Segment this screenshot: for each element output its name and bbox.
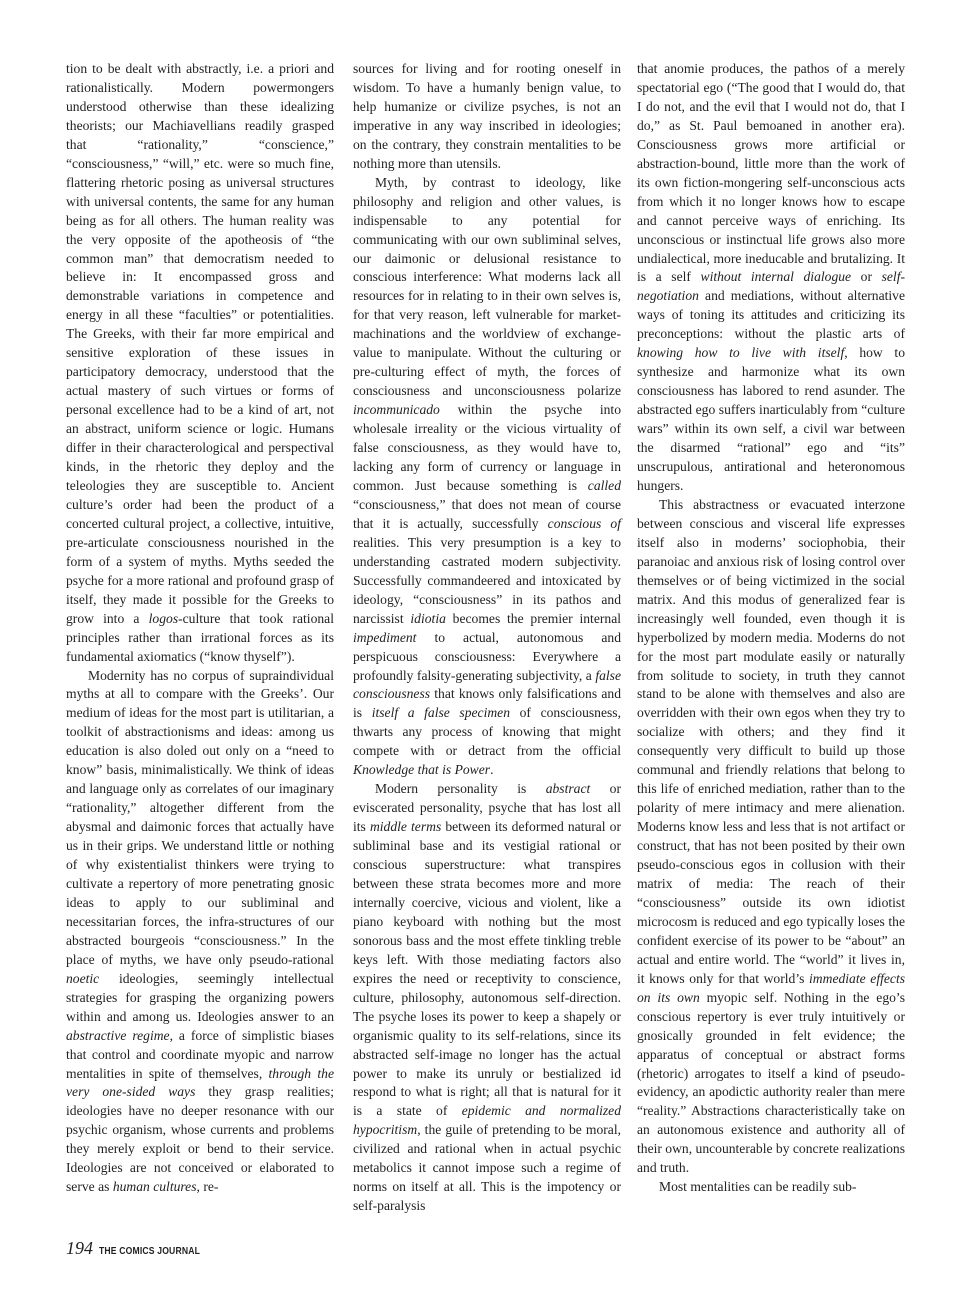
italic-run: idiotia [410, 610, 446, 626]
text-run: or [851, 269, 882, 285]
text-column-1 [66, 60, 334, 1197]
text-run: , re- [196, 1179, 219, 1195]
italic-run: logos [148, 610, 179, 626]
text-run: . [490, 762, 494, 778]
text-run: and mediations, without alternative ways of toning its attitudes and criticizing its preconceptions: without the plastic arts of [637, 288, 905, 342]
text-column-3 [637, 60, 905, 1197]
paragraph [353, 780, 621, 1216]
italic-run: noetic [66, 970, 100, 986]
italic-run: impediment [353, 629, 417, 645]
italic-run: through the very one-sided ways [66, 1065, 334, 1100]
paragraph [353, 174, 621, 781]
text-run: Myth, by contrast to ideology, like philosophy and religion and other values, is indispensable to any potential for communicating with our own subliminal selves, our daimonic or delusional resistance to conscious interference: What moderns lack all resources for in relating to in their own selves is, for that very reason, left vulnerable for market-machinations and the worldview of exchange-value to manipulate. Without the culturing or pre-culturing effect of myth, the forces of consciousness and unconsciousness polarize [353, 174, 621, 399]
italic-run: human cultures [112, 1179, 197, 1195]
text-run: becomes the premier internal [445, 610, 621, 626]
italic-run: knowing how to live with itself [637, 345, 845, 361]
page-footer [66, 1238, 222, 1259]
text-run: ideologies, seemingly intellectual strategies for grasping the organizing powers within and among us. Ideologies answer to an [66, 970, 334, 1024]
text-run: within the psyche into wholesale irreality or the vicious virtuality of false consciousness, as they would have to, lacking any form of currency or language in common. Just because something is [353, 402, 621, 493]
italic-run: itself a false specimen [371, 705, 511, 721]
text-run: that knows only falsifications and is [353, 686, 621, 721]
text-run: -culture that took rational principles rather than irrational forces as its fundamental axiomatics (“know thyself”). [66, 610, 334, 664]
italic-run: epidemic and normalized hypocritism [353, 1103, 621, 1138]
text-run: Modern personality is [375, 781, 546, 797]
italic-run: abstractive regime [66, 1027, 170, 1043]
text-run: that anomie produces, the pathos of a merely spectatorial ego (“The good that I would do, that I do not, and the evil that I would not do, that I do,” as St. Paul bemoaned in another era). Consciousness grows more artificial or abstraction-bound, little more than the work of its own fiction-mongering self-unconscious acts from which it no longer knows how to escape and cannot perceive ways of enriching. Its unconscious or instinctual life grows also more undialectical, more ineducable and brutalizing. It is a self [637, 61, 905, 285]
paragraph [66, 60, 334, 667]
page-number: 194 [66, 1238, 93, 1258]
italic-run: self-negotiation [637, 269, 906, 304]
italic-run: immediate effects on its own [637, 970, 906, 1005]
text-run: Most mentalities can be readily sub- [659, 1179, 857, 1195]
paragraph [637, 1178, 905, 1197]
text-run: sources for living and for rooting oneself in wisdom. To have a humanly benign value, to help humanize or civilize psyches, is not an imperative in any way inscribed in ideologies; on the contrary, they constrain mentalities to be nothing more than utensils. [353, 61, 621, 171]
text-run: of consciousness, thwarts any process of knowing that might compete with or detract from the official [353, 705, 621, 759]
journal-name: THE COMICS JOURNAL [99, 1245, 201, 1257]
text-run: , how to synthesize and harmonize what its own consciousness has labored to rend asunder. The abstracted ego suffers inarticulably from “culture wars” within its own self, a civil war between the disarmed “rational” ego and “its” unscrupulous, antirational and heteronomous hungers. [637, 345, 905, 493]
text-run: “consciousness,” that does not mean of course that it is actually, successfully [353, 496, 621, 531]
text-run: to actual, autonomous and perspicuous consciousness: Everywhere a profoundly falsity-generating subjectivity, a [353, 629, 621, 683]
italic-run: false consciousness [353, 667, 621, 702]
text-run: or eviscerated personality, psyche that has lost all its [353, 781, 621, 835]
italic-run: conscious of [547, 515, 621, 531]
text-column-2 [353, 60, 621, 1216]
text-run: realities. This very presumption is a key to understanding castrated modern subjectivity. Successfully commandeered and intoxicated by ideology, “consciousness” in its pathos and narcissist [353, 534, 621, 626]
italic-run: without internal dialogue [700, 269, 852, 285]
text-run: between its deformed natural or subliminal base and its vestigial rational or conscious superstructure: what transpires between these strata becomes more and more internally coercive, vicious and violent, like a piano keyboard with nothing but the most sonorous bass and the most effete tinkling treble keys left. With those mediating factors also expires the need or receptivity to conscience, culture, philosophy, autonomous self-direction. The psyche loses its power to keep a shapely or organismic quality to its self-relations, since its abstracted self-image no longer has the actual power to make its unruly or bestialized id respond to what is right; all that is natural for it is a state of [353, 819, 621, 1119]
paragraph [637, 496, 905, 1178]
text-run: This abstractness or evacuated interzone between conscious and visceral life expresses itself also in moderns’ sociophobia, their paranoiac and anxious risk of losing control over themselves or of being victimized in the social matrix. And this modus of generalized fear is increasingly well founded, even though it is hyperbolized by modern media. Moderns do not for the most part modulate easily or naturally from solitude to society, in truth they cannot stand to be alone with themselves and also are overridden with their own egos when they try to socialize with others; and they find it consequently very difficult to build up those communal and friendly relations that belong to this life of enriched mediation, rather than to the polarity of mere intimacy and mere alienation. Moderns know less and less that is not artifact or construct, that has not been posited by their own pseudo-conscious egos in collusion with their matrix of media: The reach of their “consciousness” outside its own idiotist microcosm is reduced and ego typically loses the confident exercise of its power to be “about” an actual and entire world. The “world” it lives in, it knows only for that world’s [637, 496, 905, 986]
paragraph [637, 60, 905, 496]
paragraph [353, 60, 621, 174]
italic-run: called [587, 477, 621, 493]
text-run: they grasp realities; ideologies have no deeper resonance with our psychic organism, whose currents and problems they merely exploit or bend to their service. Ideologies are not conceived or elaborated to serve as [66, 1084, 334, 1195]
italic-run: abstract [545, 781, 591, 797]
text-run: Modernity has no corpus of supraindividual myths at all to compare with the Greeks’. Our medium of ideas for the most part is utilitarian, a toolkit of abstractionisms and ideas: among us education is also doled out only on a “need to know” basis, minimalistically. We think of ideas and language only as correlates of our imaginary “rationality,” altogether different from the abysmal and daimonic forces that actually have us in their grips. We understand little or nothing of why existentialist thinkers were trying to cultivate a repertory of more penetrating gnosic ideas to apply to our subliminal and necessitarian forces, the infra-structures of our abstracted bourgeois “consciousness.” In the place of myths, we have only pseudo-rational [66, 667, 334, 967]
italic-run: incommunicado [353, 402, 440, 418]
text-run: , the guile of pretending to be moral, civilized and rational when in actual psychic metabolics it cannot impose such a regime of norms on itself at all. This is the impotency or self-paralysis [353, 1122, 621, 1214]
italic-run: Knowledge that is Power [353, 762, 491, 778]
text-run: myopic self. Nothing in the ego’s conscious repertory is ever truly intuitively or gnosically grounded in felt evidence; the apparatus of conceptual or abstract forms (rhetoric) arrogates to itself a kind of pseudo-evidency, an apodictic authority realer than mere “reality.” Abstractions characteristically take on an autonomous existence and authority all of their own, uncounterable by concrete realizations and truth. [637, 989, 905, 1176]
paragraph [66, 667, 334, 1198]
text-run: tion to be dealt with abstractly, i.e. a priori and rationalistically. Modern powermongers understood otherwise than these idealizing theorists; our Machiavellians readily grasped that “rationality,” “conscience,” “consciousness,” “will,” etc. were so much fine, flattering rhetoric posing as universal structures with universal contents, the same for any human being as for all others. The human reality was the very opposite of the apotheosis of “the common man” that democratism needed to believe in: It encompassed gross and demonstrable variations in competence and energy in all these “faculties” or potentialities. The Greeks, with their far more empirical and sensitive exploration of these issues in participatory democracy, understood that the actual mastery of such virtues or forms of personal excellence had to be a kind of art, not an abstract, uniform science or logic. Humans differ in their characterological and perspectival kinds, in the rhetoric they deploy and the teleologies they are susceptible to. Ancient culture’s order had been the product of a concerted cultural project, a collective, intuitive, pre-articulate consciousness nourished in the form of a system of myths. Myths seeded the psyche for a more rational and profound grasp of itself, they made it possible for the Greeks to grow into a [66, 61, 334, 626]
italic-run: middle terms [369, 819, 442, 835]
text-run: , a force of simplistic biases that control and coordinate myopic and narrow mentalities in spite of themselves, [66, 1027, 334, 1081]
